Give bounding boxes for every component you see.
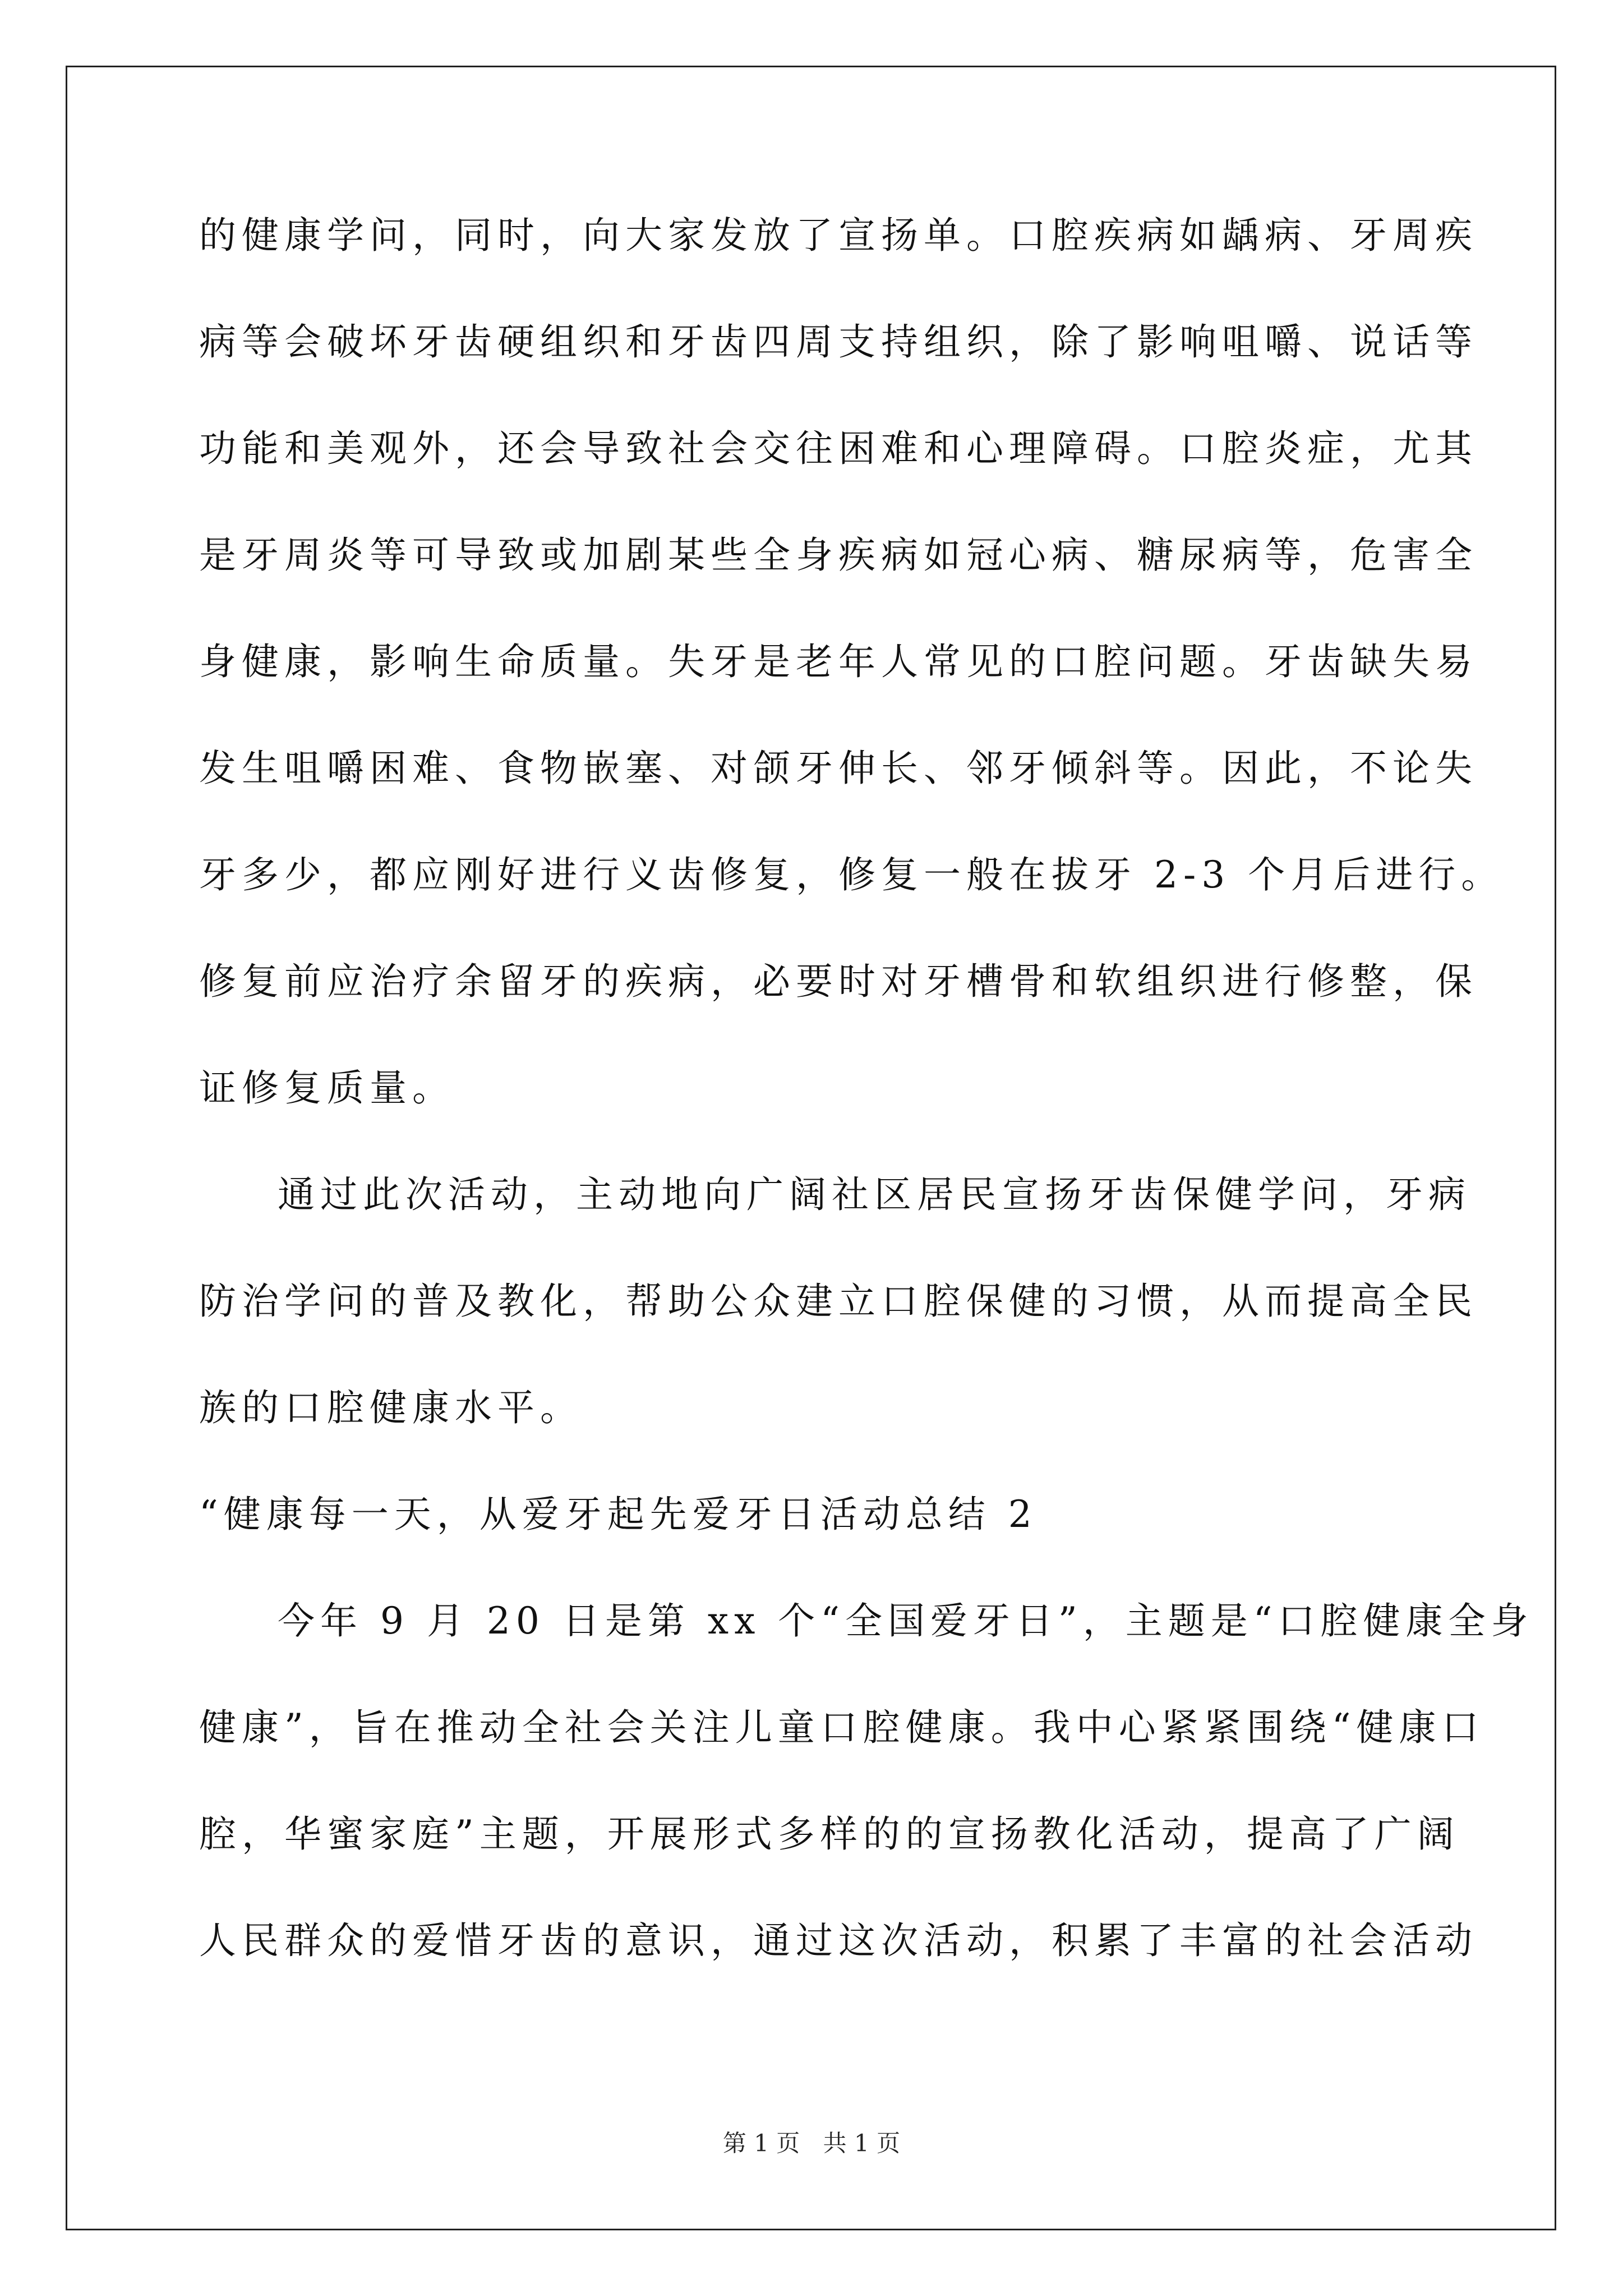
- document-body: [199, 208, 1534, 2019]
- text-line: 人民群众的爱惜牙齿的意识，通过这次活动，积累了丰富的社会活动: [199, 1919, 1478, 1962]
- text-line: 腔，华蜜家庭”主题，开展形式多样的的宣扬教化活动，提高了广阔: [199, 1812, 1460, 1856]
- page-number-current: 第 1 页: [722, 2129, 800, 2157]
- page-footer: [0, 2125, 1623, 2159]
- text-line: 的健康学问，同时，向大家发放了宣扬单。口腔疾病如龋病、牙周疾: [199, 214, 1478, 257]
- page-number-total: 共 1 页: [823, 2129, 901, 2157]
- text-line: 是牙周炎等可导致或加剧某些全身疾病如冠心病、糖尿病等，危害全: [199, 533, 1478, 577]
- text-line: 证修复质量。: [199, 1066, 455, 1110]
- text-line: 功能和美观外，还会导致社会交往困难和心理障碍。口腔炎症，尤其: [199, 427, 1478, 470]
- text-line: 防治学问的普及教化，帮助公众建立口腔保健的习惯，从而提高全民: [199, 1280, 1478, 1323]
- paragraph-start-line: 今年 9 月 20 日是第 xx 个“全国爱牙日”，主题是“口腔健康全身: [278, 1599, 1534, 1642]
- paragraph-start-line: 通过此次活动，主动地向广阔社区居民宣扬牙齿保健学问，牙病: [278, 1173, 1471, 1216]
- text-line: 病等会破坏牙齿硬组织和牙齿四周支持组织，除了影响咀嚼、说话等: [199, 320, 1478, 364]
- text-line: 牙多少，都应刚好进行义齿修复，修复一般在拔牙 2-3 个月后进行。: [199, 853, 1504, 896]
- text-line: 健康”，旨在推动全社会关注儿童口腔健康。我中心紧紧围绕“健康口: [199, 1706, 1484, 1749]
- text-line: 发生咀嚼困难、食物嵌塞、对颌牙伸长、邻牙倾斜等。因此，不论失: [199, 747, 1478, 790]
- text-line: 族的口腔健康水平。: [199, 1386, 583, 1429]
- text-line: 身健康，影响生命质量。失牙是老年人常见的口腔问题。牙齿缺失易: [199, 640, 1478, 683]
- text-line: 修复前应治疗余留牙的疾病，必要时对牙槽骨和软组织进行修整，保: [199, 960, 1478, 1003]
- section-heading: “健康每一天，从爱牙起先爱牙日活动总结 2: [199, 1493, 1038, 1536]
